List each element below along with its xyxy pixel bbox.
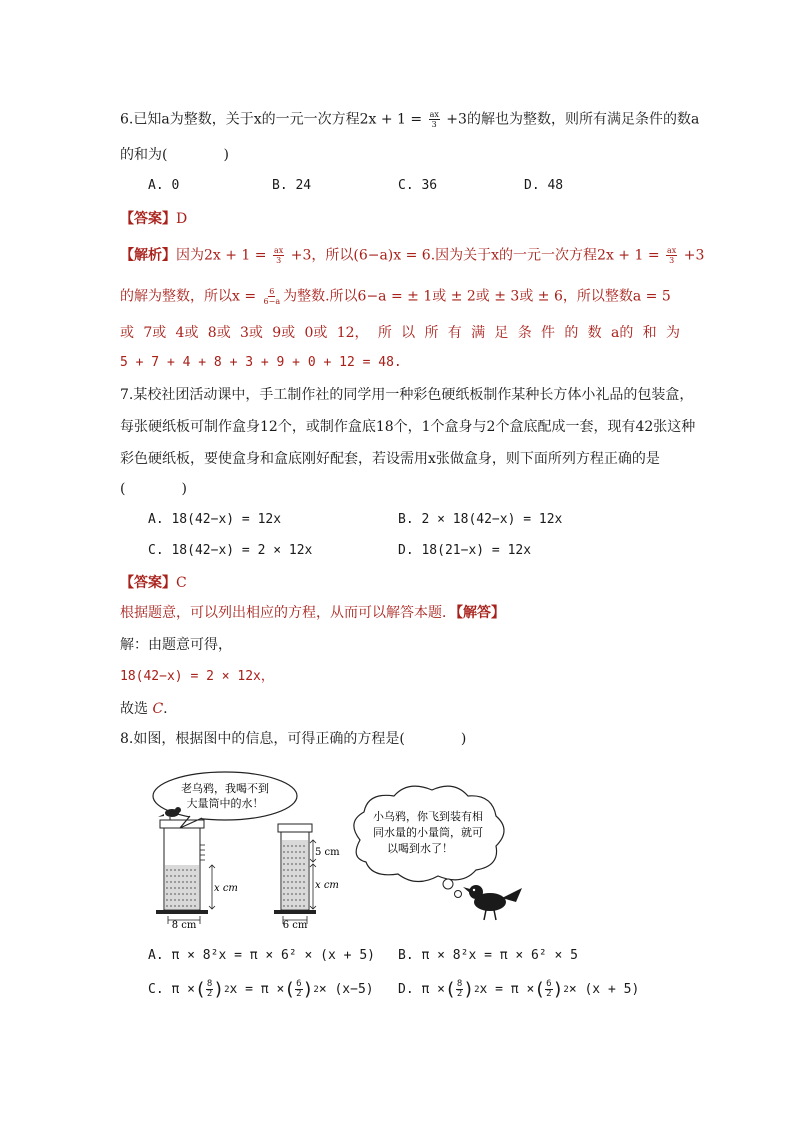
right-bubble-line2: 同水量的小量筒，就可: [373, 826, 483, 839]
q6-analysis-2b: 为整数.所以6−a = ± 1或 ± 2或 ± 3或 ± 6，所以整数a = 5: [283, 288, 671, 305]
q6-analysis-label: 【解析】: [120, 247, 176, 264]
q6-analysis-1b: +3，所以(6−a)x = 6.因为关于x的一元一次方程2x + 1 =: [286, 247, 665, 264]
label-6cm: 6 cm: [282, 920, 308, 930]
q8-option-b: B. π × 8²x = π × 6² × 5: [398, 948, 579, 963]
q7-option-a: A. 18(42−x) = 12x: [148, 512, 282, 527]
q7-answer-label: 【答案】: [120, 575, 176, 591]
q7-option-d: D. 18(21−x) = 12x: [398, 543, 532, 558]
q6-answer-value: D: [176, 211, 188, 227]
q6-analysis-frac1: $\frac{ax}{3}$: [273, 246, 284, 265]
q6-analysis-frac2: $\frac{ax}{3}$: [667, 246, 677, 265]
label-5cm: 5 cm: [315, 847, 340, 858]
q6-stem-a: 6.已知a为整数，关于x的一元一次方程2x + 1 =: [120, 111, 427, 128]
left-bubble-line1: 老乌鸦，我喝不到: [181, 782, 269, 795]
q7-analysis: [120, 604, 505, 622]
q7-answer: [120, 574, 187, 592]
q6-stem-b: +3的解也为整数，则所有满足条件的数a: [441, 111, 700, 128]
q6-option-b: B. 24: [272, 178, 312, 193]
q6-analysis-line1: [120, 246, 704, 265]
q8-stem: 8.如图，根据图中的信息，可得正确的方程是( ): [120, 731, 467, 747]
q8-c-frac-8-2: ( $\frac{8}{2}$ ) 2: [194, 978, 230, 1000]
q6-analysis-line3: 或 7或 4或 8或 3或 9或 0或 12， 所 以 所 有 满 足 条 件 的 数 a的 和 为: [120, 325, 680, 341]
q7-stem-line1: 7.某校社团活动课中，手工制作社的同学用一种彩色硬纸板制作某种长方体小礼品的包装盒，: [120, 387, 694, 403]
q8-figure: [150, 770, 530, 930]
q6-fraction: [429, 110, 440, 129]
q6-analysis-line4: 5 + 7 + 4 + 8 + 3 + 9 + 0 + 12 = 48.: [120, 355, 402, 370]
q7-stem-line3: 彩色硬纸板，要使盒身和盒底刚好配套，若设需用x张做盒身，则下面所列方程正确的是: [120, 451, 660, 467]
label-x-right: x cm: [315, 880, 339, 891]
q8-c-frac-6-2: ( $\frac{6}{2}$ ) 2: [284, 978, 319, 1000]
q8-d-frac-8-2: ( $\frac{8}{2}$ ) 2: [444, 978, 480, 1000]
label-x-left: x cm: [214, 883, 238, 894]
q8-d-frac-6-2: ( $\frac{6}{2}$ ) 2: [534, 978, 569, 1000]
q6-stem-line2: 的和为( ): [120, 147, 229, 163]
q7-solution-label: 【解答】: [456, 605, 505, 621]
small-cylinder: [274, 824, 340, 930]
right-cloud-bubble: [354, 786, 504, 897]
q6-analysis-1a: 因为2x + 1 =: [176, 247, 271, 264]
q7-solve-line2: 18(42−x) = 2 × 12x，: [120, 669, 274, 684]
q6-frac-den: 3: [431, 120, 437, 129]
q8-option-c: C. π × ( $\frac{8}{2}$ ) 2 x = π × ( $\frac{6}{2}$ ) 2 × (x−5): [148, 978, 374, 1000]
q6-analysis-line2: [120, 287, 671, 306]
q6-option-a: A. 0: [148, 178, 180, 193]
q6-analysis-frac3: $\frac{6}{6-a}$: [263, 287, 281, 306]
q7-stem-line4: ( ): [120, 481, 187, 497]
q6-analysis-1c: +3: [679, 247, 705, 264]
q6-frac-num: ax: [429, 110, 439, 119]
q6-option-c: C. 36: [398, 178, 438, 193]
q6-answer: [120, 210, 187, 228]
q6-stem-line1: [120, 110, 699, 129]
label-8cm: 8 cm: [171, 920, 197, 930]
q7-answer-value: C: [176, 575, 187, 591]
left-bubble-line2: 大量筒中的水！: [186, 797, 264, 810]
q6-answer-label: 【答案】: [120, 211, 176, 227]
q7-option-b: B. 2 × 18(42−x) = 12x: [398, 512, 563, 527]
right-bubble-line3: 以喝到水了！: [387, 842, 453, 855]
q7-analysis-text: 根据题意，可以列出相应的方程，从而可以解答本题．: [120, 605, 456, 621]
q7-option-c: C. 18(42−x) = 2 × 12x: [148, 543, 313, 558]
q8-option-a: A. π × 8²x = π × 6² × (x + 5): [148, 948, 375, 963]
q7-stem-line2: 每张硬纸板可制作盒身12个，或制作盒底18个，1个盒身与2个盒底配成一套，现有42张这种: [120, 419, 696, 435]
q7-solve-line3: 故选 C.: [120, 701, 168, 717]
q8-option-d: D. π × ( $\frac{8}{2}$ ) 2 x = π × ( $\frac{6}{2}$ ) 2 × (x + 5): [398, 978, 640, 1000]
crow-icon: [463, 885, 522, 920]
q6-option-d: D. 48: [524, 178, 564, 193]
right-bubble-line1: 小乌鸦，你飞到装有相: [373, 810, 483, 823]
q6-analysis-2a: 的解为整数，所以x =: [120, 288, 261, 305]
large-cylinder: [156, 820, 238, 930]
q7-solve-line1: 解：由题意可得，: [120, 637, 232, 653]
